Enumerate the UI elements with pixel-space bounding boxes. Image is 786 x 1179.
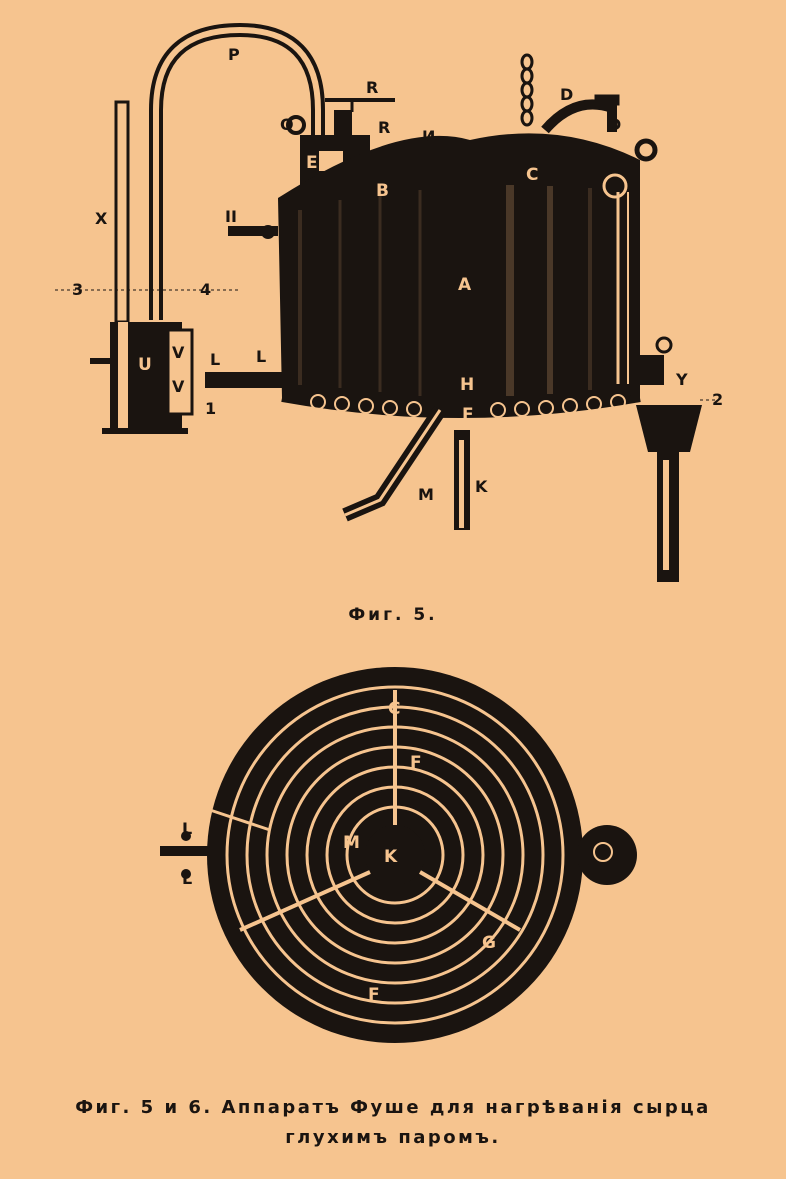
- label-r-top: R: [366, 78, 379, 97]
- label-l-right: L: [256, 347, 267, 366]
- label-f-plan-top: F: [410, 753, 422, 773]
- label-c-plan: C: [388, 699, 401, 719]
- label-a: A: [458, 275, 472, 295]
- label-v-bottom: V: [172, 377, 185, 396]
- label-d: D: [608, 115, 622, 134]
- label-c: C: [526, 165, 539, 185]
- label-p: P: [228, 45, 240, 64]
- label-o: O: [280, 115, 294, 134]
- label-f-plan-bottom: F: [368, 985, 380, 1005]
- label-v-top: V: [172, 343, 185, 362]
- label-l-left: L: [210, 350, 221, 369]
- figure-5-caption: Фиг. 5.: [348, 605, 438, 625]
- label-x: X: [95, 209, 108, 228]
- label-k: K: [475, 477, 488, 496]
- label-i: И: [422, 127, 436, 146]
- label-g-plan: G: [482, 933, 496, 953]
- label-e: E: [306, 153, 318, 173]
- label-m: M: [418, 485, 434, 504]
- label-3: 3: [72, 280, 84, 299]
- label-u: U: [138, 355, 152, 375]
- caption-line-1: Фиг. 5 и 6. Аппаратъ Фуше для нагрѣванія сырца: [75, 1097, 711, 1118]
- label-ii: II: [225, 207, 237, 226]
- label-k-plan: K: [384, 847, 398, 867]
- label-b: B: [376, 181, 389, 201]
- label-l-plan-top: L: [182, 819, 193, 838]
- label-4: 4: [200, 280, 212, 299]
- label-2: 2: [712, 390, 724, 409]
- label-r: R: [378, 118, 391, 137]
- label-m-plan: M: [343, 833, 360, 853]
- coil-disk: [160, 667, 637, 1043]
- caption-line-2: глухимъ паромъ.: [285, 1127, 501, 1148]
- label-d-top: D: [560, 85, 574, 104]
- figure-caption: [10, 1093, 776, 1153]
- label-f: F: [462, 405, 474, 425]
- label-1: 1: [205, 399, 217, 418]
- label-y: Y: [676, 370, 688, 389]
- label-l-plan-bottom: L: [182, 869, 193, 888]
- label-h: H: [460, 375, 475, 395]
